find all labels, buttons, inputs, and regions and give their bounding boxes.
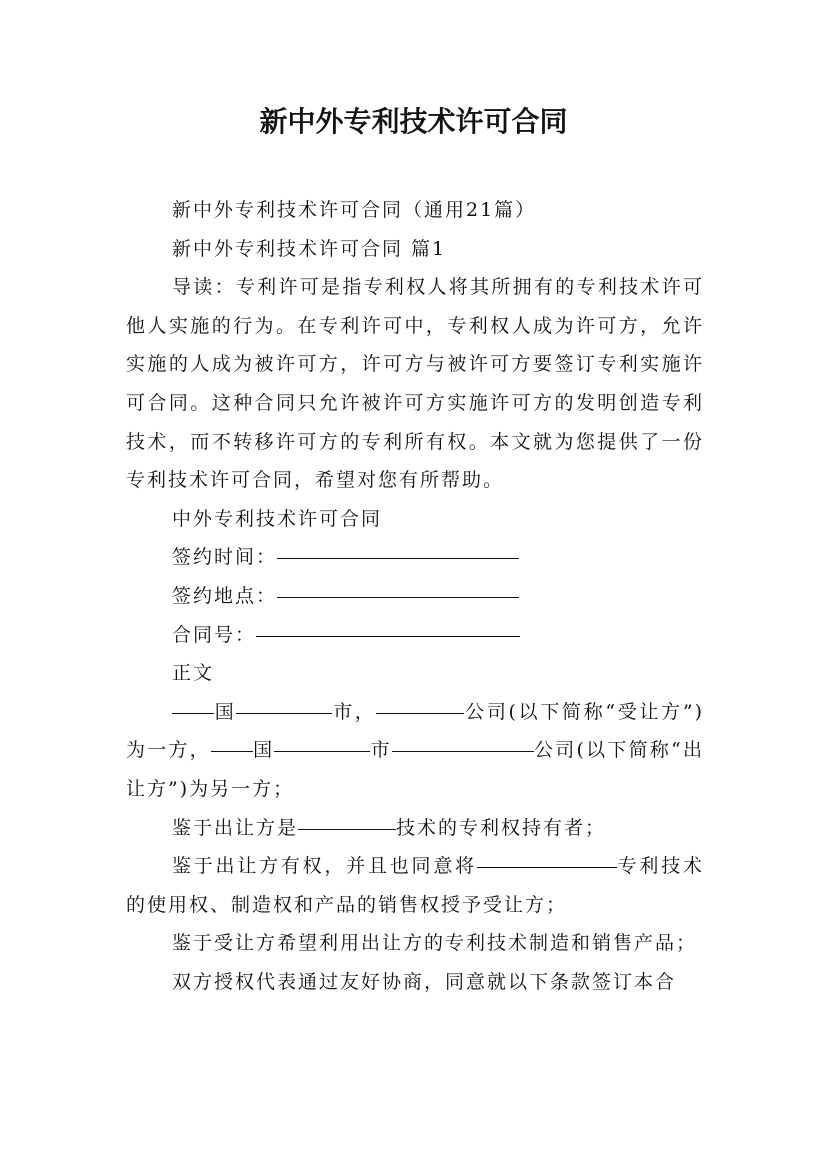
- sign-place-label: 签约地点：: [172, 584, 278, 607]
- sign-place-line: [126, 577, 704, 616]
- country2-blank: [211, 729, 253, 752]
- intro-paragraph: 导读：专利许可是指专利权人将其所拥有的专利技术许可他人实施的行为。在专利许可中，专利权人成为许可方，允许实施的人成为被许可方，许可方与被许可方要签订专利实施许可合同。这种合同只允许被许可方实施许可方的发明创造专利技术，而不转移许可方的专利所有权。本文就为您提供了一份专利技术许可合同，希望对您有所帮助。: [126, 276, 704, 492]
- country-text: 国: [214, 700, 237, 723]
- whereas-2-blank: [477, 845, 617, 868]
- whereas-1-a: 鉴于出让方是: [172, 816, 299, 839]
- main-text-label: 正文: [172, 662, 215, 685]
- city2-text: 市: [370, 739, 392, 762]
- whereas-3: 鉴于受让方希望利用出让方的专利技术制造和销售产品；: [172, 932, 698, 955]
- document-body: [126, 191, 704, 1001]
- company2-blank: [392, 729, 534, 752]
- contract-no-blank: [256, 614, 520, 637]
- agreement-paragraph: 双方授权代表通过友好协商，同意就以下条款签订本合: [172, 970, 677, 993]
- assignee-text: 公司(以下简称“受让方”)为一方，: [126, 700, 704, 762]
- whereas-1-blank: [298, 807, 396, 830]
- party-clause: [126, 693, 704, 809]
- contract-no-label: 合同号：: [172, 623, 257, 646]
- sign-time-line: [126, 538, 704, 577]
- company-blank: [376, 691, 464, 714]
- contract-no-line: [126, 616, 704, 655]
- document-title: 新中外专利技术许可合同: [259, 105, 568, 138]
- country2-text: 国: [252, 739, 275, 762]
- whereas-1: [126, 809, 704, 848]
- whereas-1-b: 技术的专利权持有者；: [396, 816, 607, 839]
- sign-place-blank: [277, 575, 519, 598]
- assignor-text: 公司(以下简称“出让方”)为另一方；: [126, 739, 704, 800]
- sign-time-blank: [277, 536, 519, 559]
- country-blank: [172, 691, 214, 714]
- subtitle: 新中外专利技术许可合同（通用21篇）: [172, 199, 537, 221]
- city2-blank: [274, 729, 370, 752]
- whereas-2-b: 专利技术的使用权、制造权和产品的销售权授予受让方；: [126, 855, 704, 916]
- sign-time-label: 签约时间：: [172, 546, 278, 569]
- city-text: 市，: [332, 700, 377, 723]
- section-heading: 新中外专利技术许可合同 篇1: [172, 237, 447, 260]
- whereas-2: [126, 847, 704, 924]
- city-blank: [236, 691, 332, 714]
- contract-name: 中外专利技术许可合同: [172, 507, 383, 530]
- whereas-2-a: 鉴于出让方有权，并且也同意将: [172, 855, 477, 878]
